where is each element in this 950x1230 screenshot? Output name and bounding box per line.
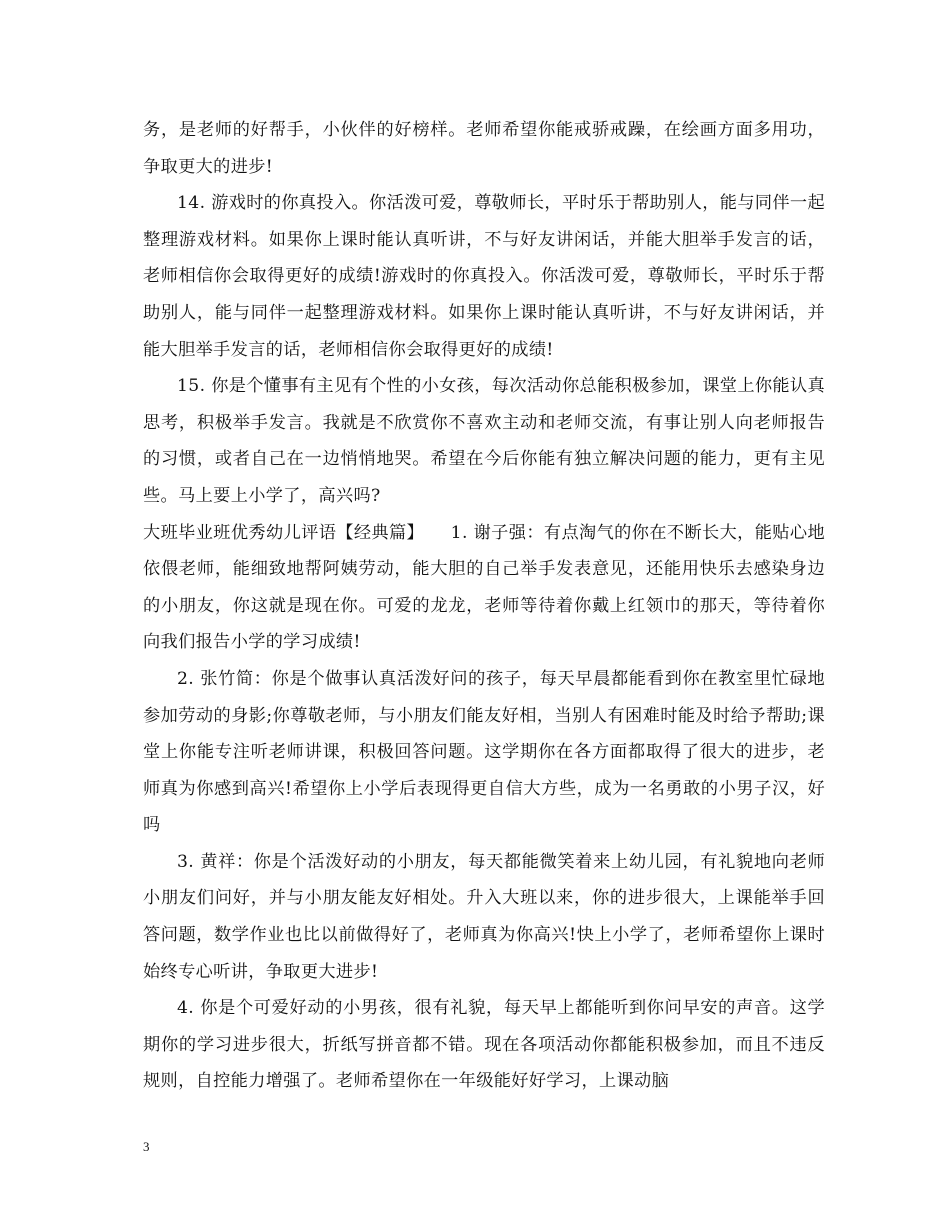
page-number: 3 xyxy=(143,1139,150,1154)
paragraph-item-2: 2. 张竹简：你是个做事认真活泼好问的孩子，每天早晨都能看到你在教室里忙碌地参加劳动的身影;你尊敬老师，与小朋友们能友好相，当别人有困难时能及时给予帮助;课堂上你能专注听老师讲课，积极回答问题。这学期你在各方面都取得了很大的进步，老师真为你感到高兴!希望你上小学后表现得更自信大方些，成为一名勇敢的小男子汉，好吗 xyxy=(143,668,825,836)
paragraph-item-14: 14. 游戏时的你真投入。你活泼可爱，尊敬师长，平时乐于帮助别人，能与同伴一起整理游戏材料。如果你上课时能认真听讲，不与好友讲闲话，并能大胆举手发言的话，老师相信你会取得更好的成绩!游戏时的你真投入。你活泼可爱，尊敬师长，平时乐于帮助别人，能与同伴一起整理游戏材料。如果你上课时能认真听讲，不与好友讲闲话，并能大胆举手发言的话，老师相信你会取得更好的成绩! xyxy=(143,193,826,360)
paragraph-item-15: 15. 你是个懂事有主见有个性的小女孩，每次活动你总能积极参加，课堂上你能认真思考，积极举手发言。我就是不欣赏你不喜欢主动和老师交流，有事让别人向老师报告的习惯，或者自己在一边悄悄地哭。希望在今后你能有独立解决问题的能力，更有主见些。马上要上小学了，高兴吗? xyxy=(143,376,826,506)
paragraph-item-3: 3. 黄祥：你是个活泼好动的小朋友，每天都能微笑着来上幼儿园，有礼貌地向老师小朋友们问好，并与小朋友能友好相处。升入大班以来，你的进步很大，上课能举手回答问题，数学作业也比以前做得好了，老师真为你高兴!快上小学了，老师希望你上课时始终专心听讲，争取更大进步! xyxy=(143,851,825,982)
paragraph-item-4: 4. 你是个可爱好动的小男孩，很有礼貌，每天早上都能听到你问早安的声音。这学期你的学习进步很大，折纸写拼音都不错。现在各项活动你都能积极参加，而且不违反规则，自控能力增强了。老师希望你在一年级能好好学习，上课动脑 xyxy=(143,998,825,1092)
paragraph-section-heading-item-1: 大班毕业班优秀幼儿评语【经典篇】 1. 谢子强：有点淘气的你在不断长大，能贴心地依偎老师，能细致地帮阿姨劳动，能大胆的自己举手发表意见，还能用快乐去感染身边的小朋友，你这就是现在你。可爱的龙龙，老师等待着你戴上红领巾的那天，等待着你向我们报告小学的学习成绩! xyxy=(143,522,825,653)
page-body xyxy=(143,112,825,1100)
paragraph-continuation: 务，是老师的好帮手，小伙伴的好榜样。老师希望你能戒骄戒躁，在绘画方面多用功，争取更大的进步! xyxy=(143,120,825,177)
